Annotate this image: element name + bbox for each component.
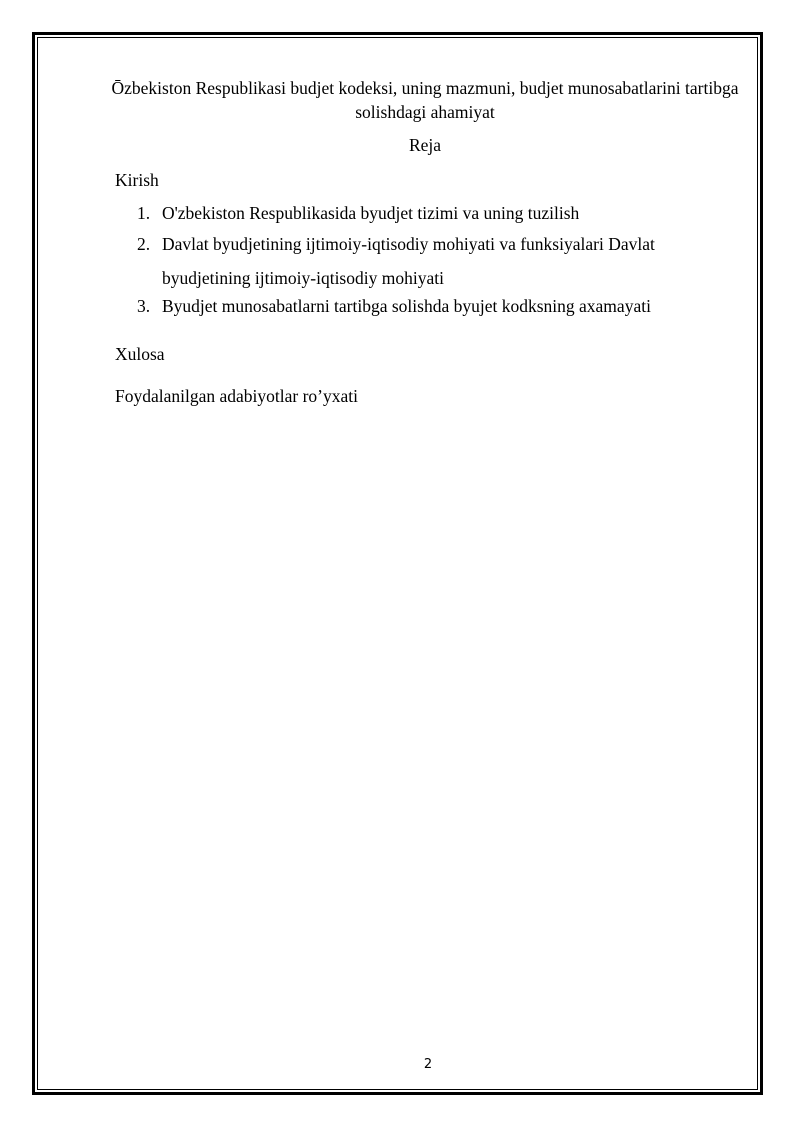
references-heading: Foydalanilgan adabiyotlar ro’yxati <box>115 386 358 406</box>
page-number: 2 <box>423 1057 433 1072</box>
plan-item-text: Byudjet munosabatlarni tartibga solishda byujet kodksning axamayati <box>162 296 651 316</box>
intro-heading: Kirish <box>115 170 159 190</box>
plan-item-text: O'zbekiston Respublikasida byudjet tizimi va uning tuzilish <box>162 203 580 223</box>
plan-item-number: 3. <box>137 296 151 316</box>
document-title: Ōzbekiston Respublikasi budjet kodeksi, uning mazmuni, budjet munosabatlarini tartibga solishdagi ahamiyat <box>111 78 739 122</box>
page-border-inner <box>37 37 758 1090</box>
plan-item-number: 2. <box>137 234 151 254</box>
plan-list <box>137 201 737 318</box>
plan-item-2 <box>137 227 737 291</box>
conclusion-heading: Xulosa <box>115 344 165 364</box>
plan-item-number: 1. <box>137 203 151 223</box>
plan-item-3 <box>137 294 737 318</box>
plan-item-text: Davlat byudjetining ijtimoiy-iqtisodiy mohiyati va funksiyalari Davlat byudjetining ijtimoiy-iqtisodiy mohiyati <box>162 234 655 288</box>
plan-heading: Reja <box>408 135 442 155</box>
